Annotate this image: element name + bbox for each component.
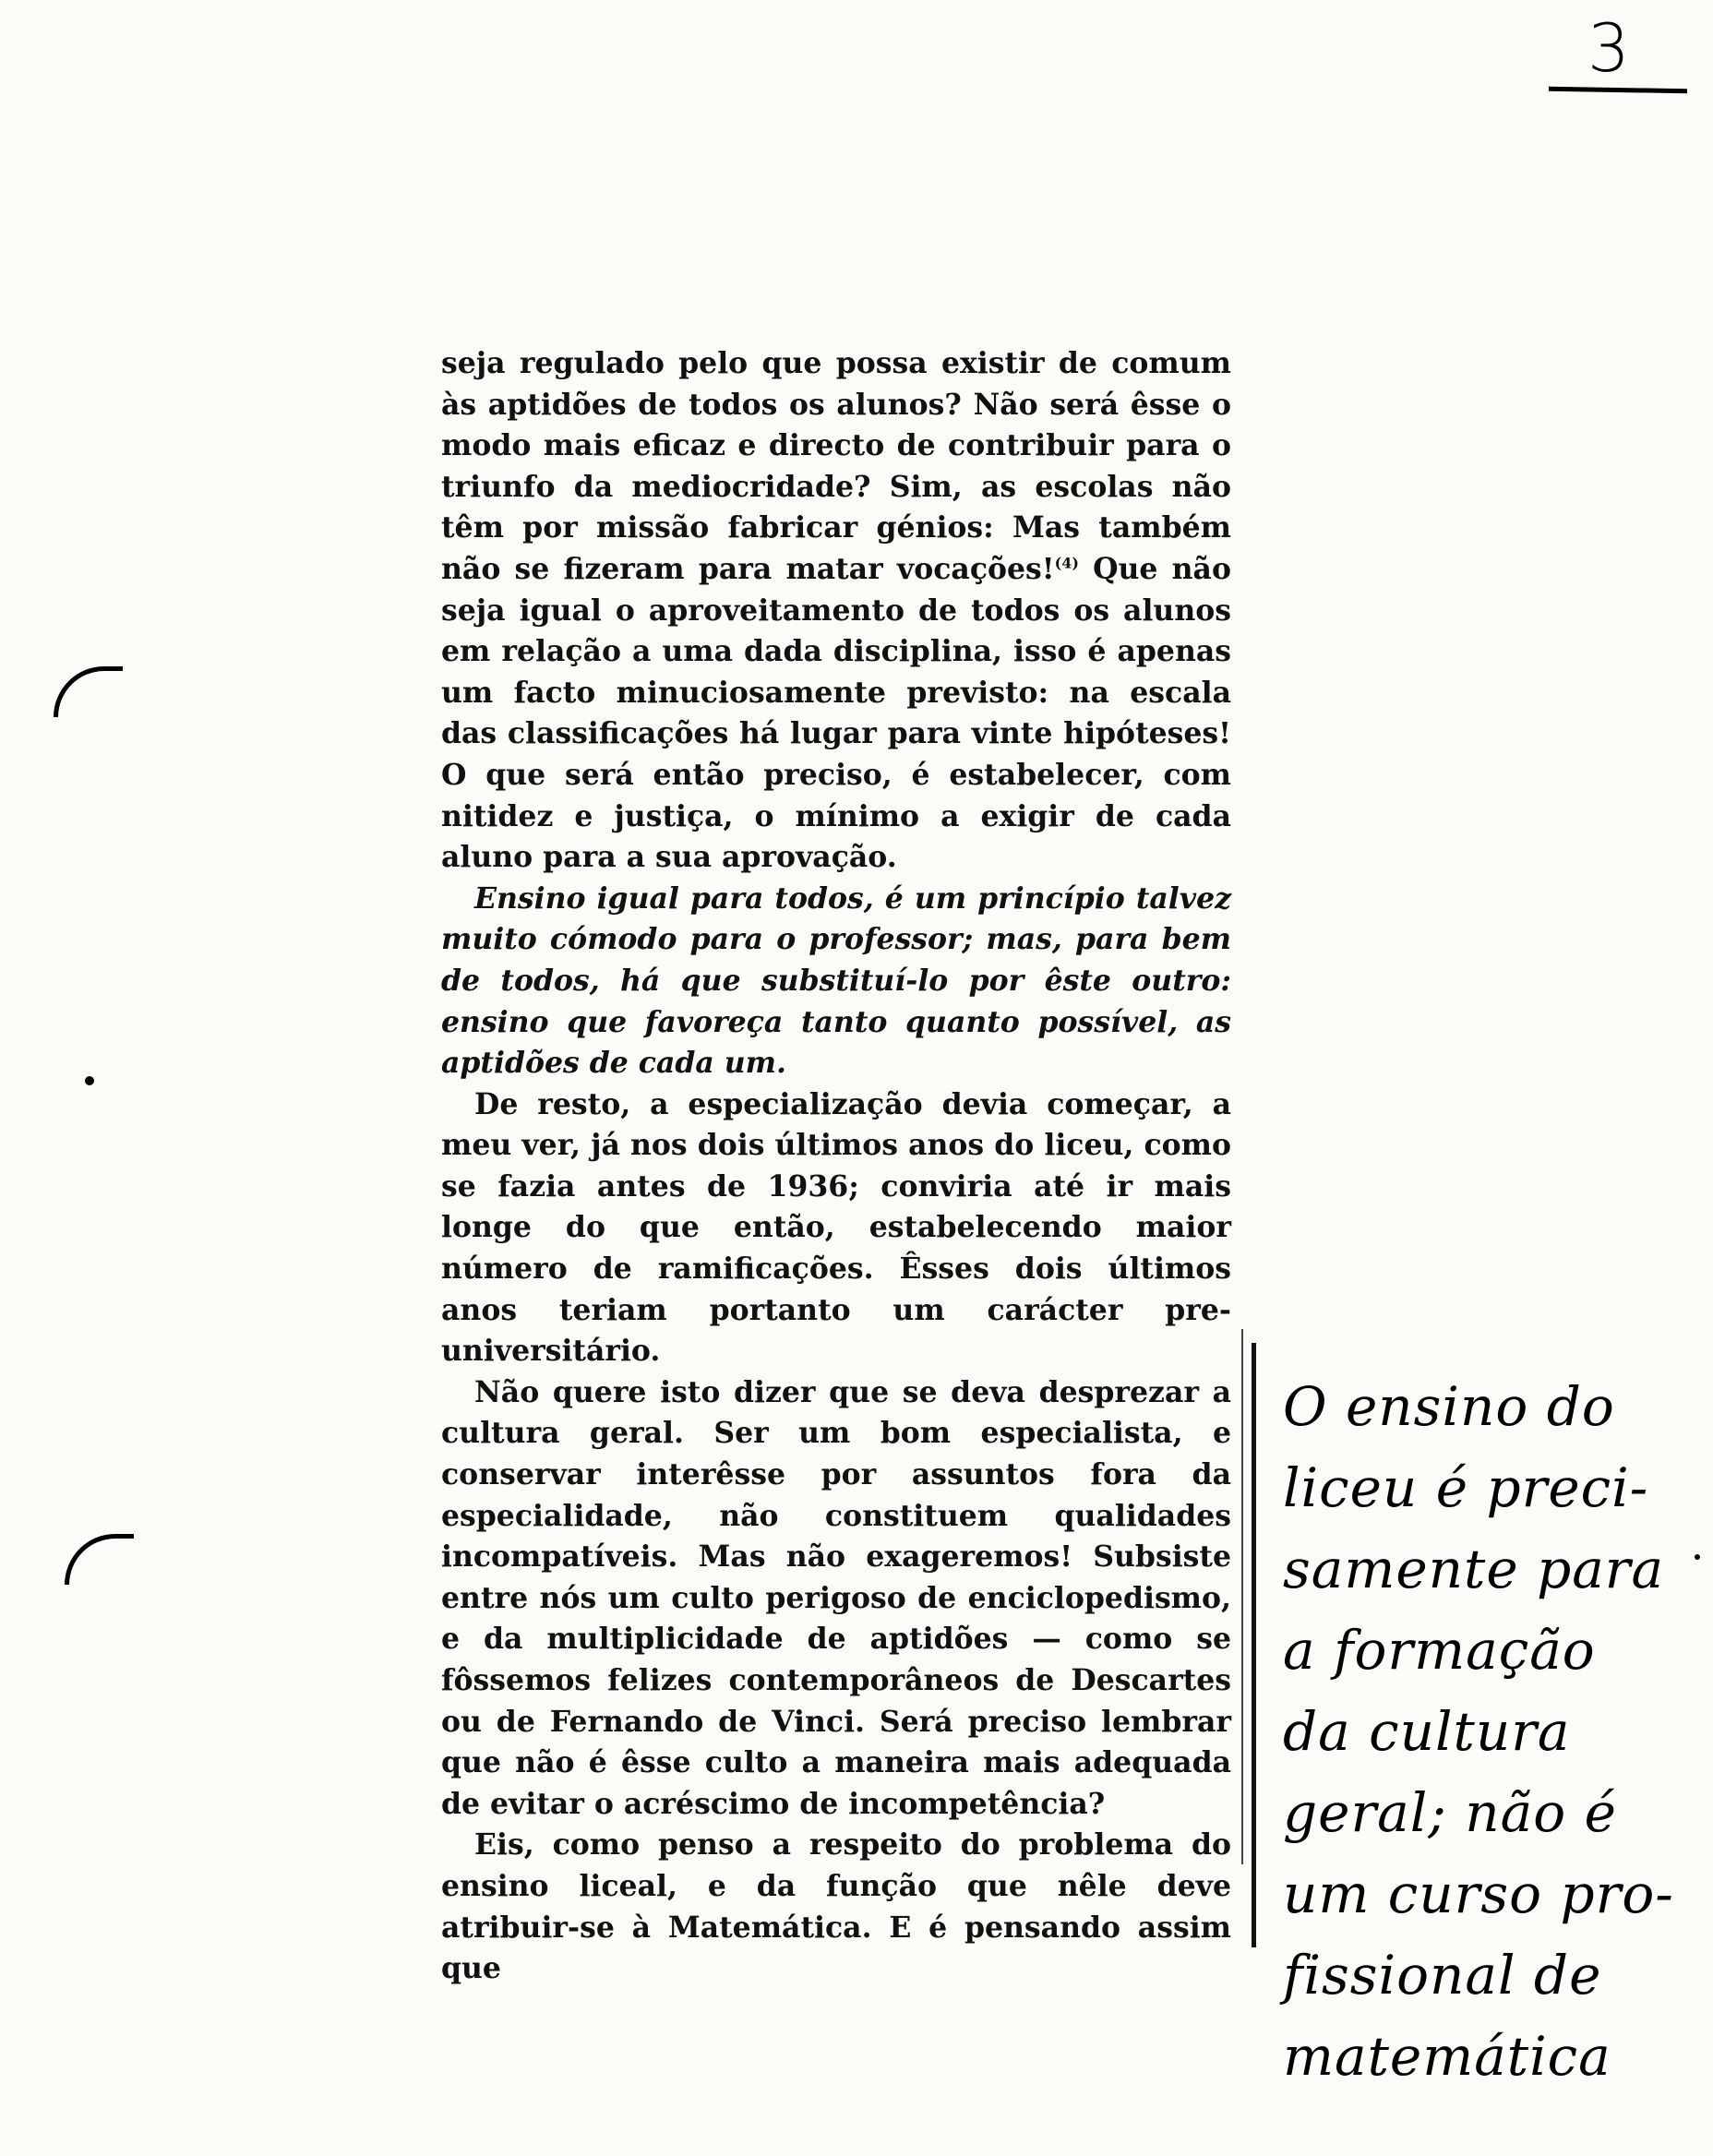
body-text <box>441 343 1231 1990</box>
margin-hook-bottom <box>65 1534 134 1585</box>
page-number-underline <box>1549 87 1687 94</box>
margin-note-line: O ensino do <box>1283 1375 1615 1438</box>
margin-note-line: a formação <box>1283 1619 1596 1682</box>
paragraph-1-text: seja regulado pelo que possa existir de comum às aptidões de todos os alunos? Não será êsse o modo mais eficaz e directo de contribuir para o triunfo da mediocridade? Sim, as escolas não têm por missão fabricar génios: Mas também não se fizeram para matar vocações! <box>441 346 1231 586</box>
margin-bar <box>1252 1343 1256 1947</box>
paragraph-2 <box>441 879 1231 1084</box>
footnote-marker: (4) <box>1054 554 1079 572</box>
page-number: 3 <box>1587 9 1630 87</box>
margin-note-line: matemática <box>1283 2025 1611 2088</box>
paragraph-1 <box>441 343 1231 879</box>
margin-note-line: geral; não é <box>1283 1781 1617 1844</box>
margin-note-line: liceu é preci- <box>1283 1456 1649 1519</box>
paragraph-3: De resto, a especialização devia começar, a meu ver, já nos dois últimos anos do liceu, como se fazia antes de 1936; conviria até ir mais longe do que então, estabelecendo maior número de ramificações. Êsses dois últimos anos teriam portanto um carácter pre-universitário. <box>441 1086 1231 1369</box>
margin-bar-thin <box>1241 1329 1243 1864</box>
paragraph-1-continuation: Que não seja igual o aproveitamento de todos os alunos em relação a uma dada disciplina, isso é apenas um facto minuciosamente previsto: na escala das classificações há lugar para vinte hipóteses! O que será então preciso, é estabelecer, com nitidez e justiça, o mínimo a exigir de cada aluno para a sua aprovação. <box>441 551 1231 875</box>
margin-note-line: fissional de <box>1283 1944 1602 2006</box>
paragraph-5: Eis, como penso a respeito do problema do ensino liceal, e da função que nêle deve atribuir-se à Matemática. E é pensando assim que <box>441 1827 1231 1986</box>
margin-note-line: um curso pro- <box>1283 1863 1674 1925</box>
paragraph-4: Não quere isto dizer que se deva desprezar a cultura geral. Ser um bom especialista, e conservar interêsse por assuntos fora da especialidade, não constituem qualidades incompatíveis. Mas não exageremos! Subsiste entre nós um culto perigoso de enciclopedismo, e da multiplicidade de aptidões — como se fôssemos felizes contemporâneos de Descartes ou de Fernando de Vinci. Será preciso lembrar que não é êsse culto a maneira mais adequada de evitar o acréscimo de incompetência? <box>441 1374 1231 1821</box>
ink-dot <box>1695 1554 1700 1560</box>
margin-note-line: samente para <box>1283 1538 1665 1600</box>
margin-note-line: da cultura <box>1283 1700 1571 1763</box>
ink-dot <box>85 1076 94 1085</box>
handwritten-margin-note <box>1283 1366 1689 2097</box>
paragraph-2-text: Ensino igual para todos, é um princípio talvez muito cómodo para o professor; mas, para bem de todos, há que substituí-lo por êste outro: ensino que favoreça tanto quanto possível, as aptidões de cada um. <box>441 880 1231 1081</box>
margin-hook-top <box>54 666 123 717</box>
